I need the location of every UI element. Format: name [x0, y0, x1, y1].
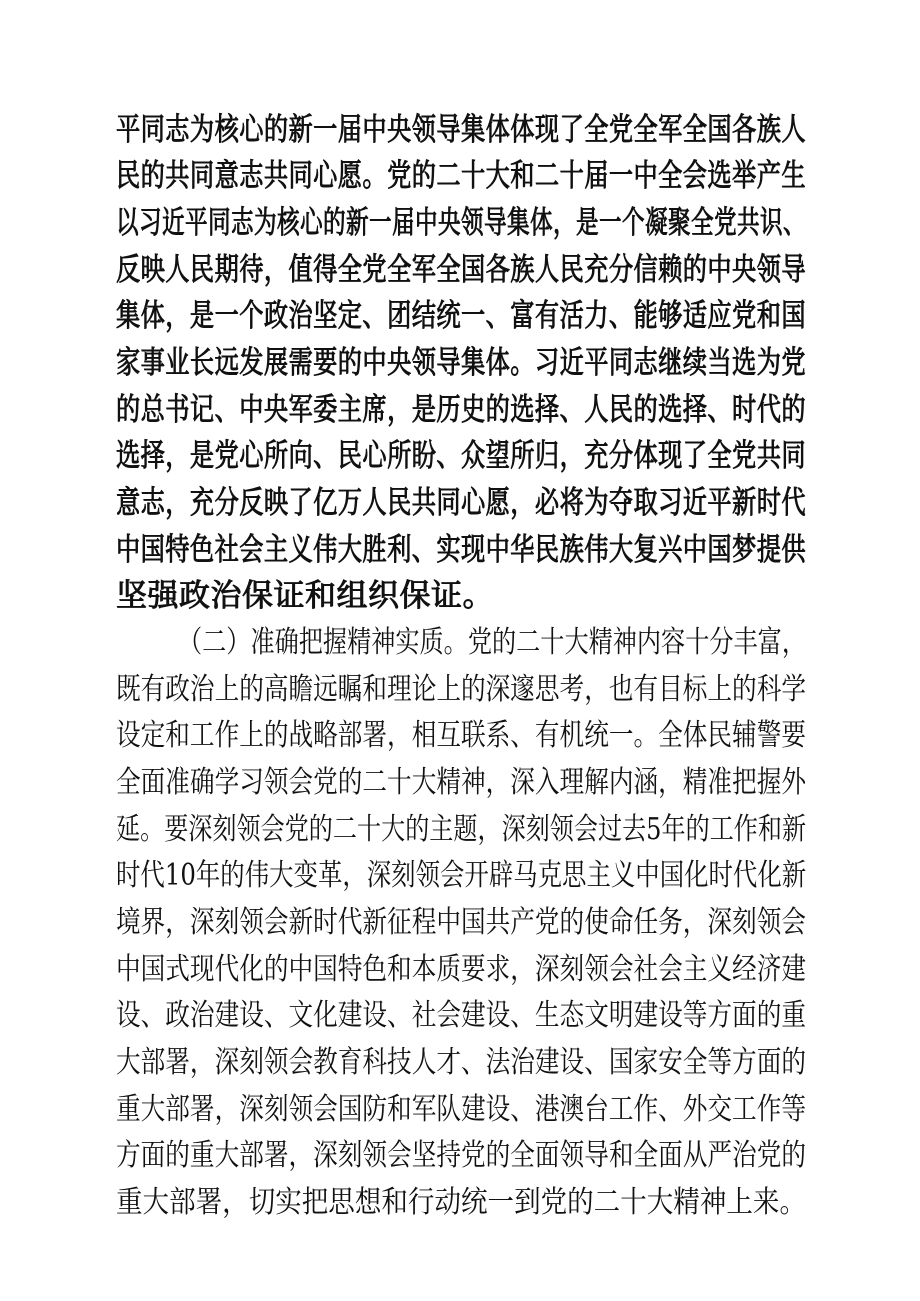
- text-line: 延。要深刻领会党的二十大的主题，深刻领会过去5年的工作和新: [116, 812, 807, 847]
- text-line: 反映人民期待，值得全党全军全国各族人民充分信赖的中央领导: [116, 252, 806, 288]
- text-line: 以习近平同志为核心的新一届中央领导集体，是一个凝聚全党共识、: [116, 205, 807, 241]
- text-line: 意志，充分反映了亿万人民共同心愿，必将为夺取习近平新时代: [116, 485, 806, 521]
- text-line: 设定和工作上的战略部署，相互联系、有机统一。全体民辅警要: [116, 718, 806, 753]
- text-line: 境界，深刻领会新时代新征程中国共产党的使命任务，深刻领会: [116, 905, 806, 940]
- text-line: 设、政治建设、文化建设、社会建设、生态文明建设等方面的重: [116, 998, 806, 1033]
- text-line: 民的共同意志共同心愿。党的二十大和二十届一中全会选举产生: [116, 158, 806, 194]
- text-line: 全面准确学习领会党的二十大精神，深入理解内涵，精准把握外: [116, 765, 806, 800]
- text-line: 时代10年的伟大变革，深刻领会开辟马克思主义中国化时代化新: [116, 858, 807, 893]
- text-line: 的总书记、中央军委主席，是历史的选择、人民的选择、时代的: [116, 392, 806, 428]
- text-line: 家事业长远发展需要的中央领导集体。习近平同志继续当选为党: [116, 345, 806, 381]
- text-line: 选择，是党心所向、民心所盼、众望所归，充分体现了全党共同: [116, 438, 806, 474]
- text-line: 平同志为核心的新一届中央领导集体体现了全党全军全国各族人: [116, 112, 806, 148]
- text-line: 重大部署，深刻领会国防和军队建设、港澳台工作、外交工作等: [116, 1092, 806, 1127]
- text-line: 重大部署，切实把思想和行动统一到党的二十大精神上来。: [116, 1185, 806, 1220]
- text-line: 坚强政治保证和组织保证。: [116, 578, 494, 614]
- text-line: 方面的重大部署，深刻领会坚持党的全面领导和全面从严治党的: [116, 1138, 806, 1173]
- section-heading-line: （二）准确把握精神实质。党的二十大精神内容十分丰富，: [178, 625, 806, 660]
- text-line: 大部署，深刻领会教育科技人才、法治建设、国家安全等方面的: [116, 1045, 806, 1080]
- text-line: 集体，是一个政治坚定、团结统一、富有活力、能够适应党和国: [116, 298, 806, 334]
- text-line: 中国式现代化的中国特色和本质要求，深刻领会社会主义经济建: [116, 952, 806, 987]
- text-line: 中国特色社会主义伟大胜利、实现中华民族伟大复兴中国梦提供: [116, 532, 806, 568]
- text-line: 既有政治上的高瞻远瞩和理论上的深邃思考，也有目标上的科学: [116, 672, 806, 707]
